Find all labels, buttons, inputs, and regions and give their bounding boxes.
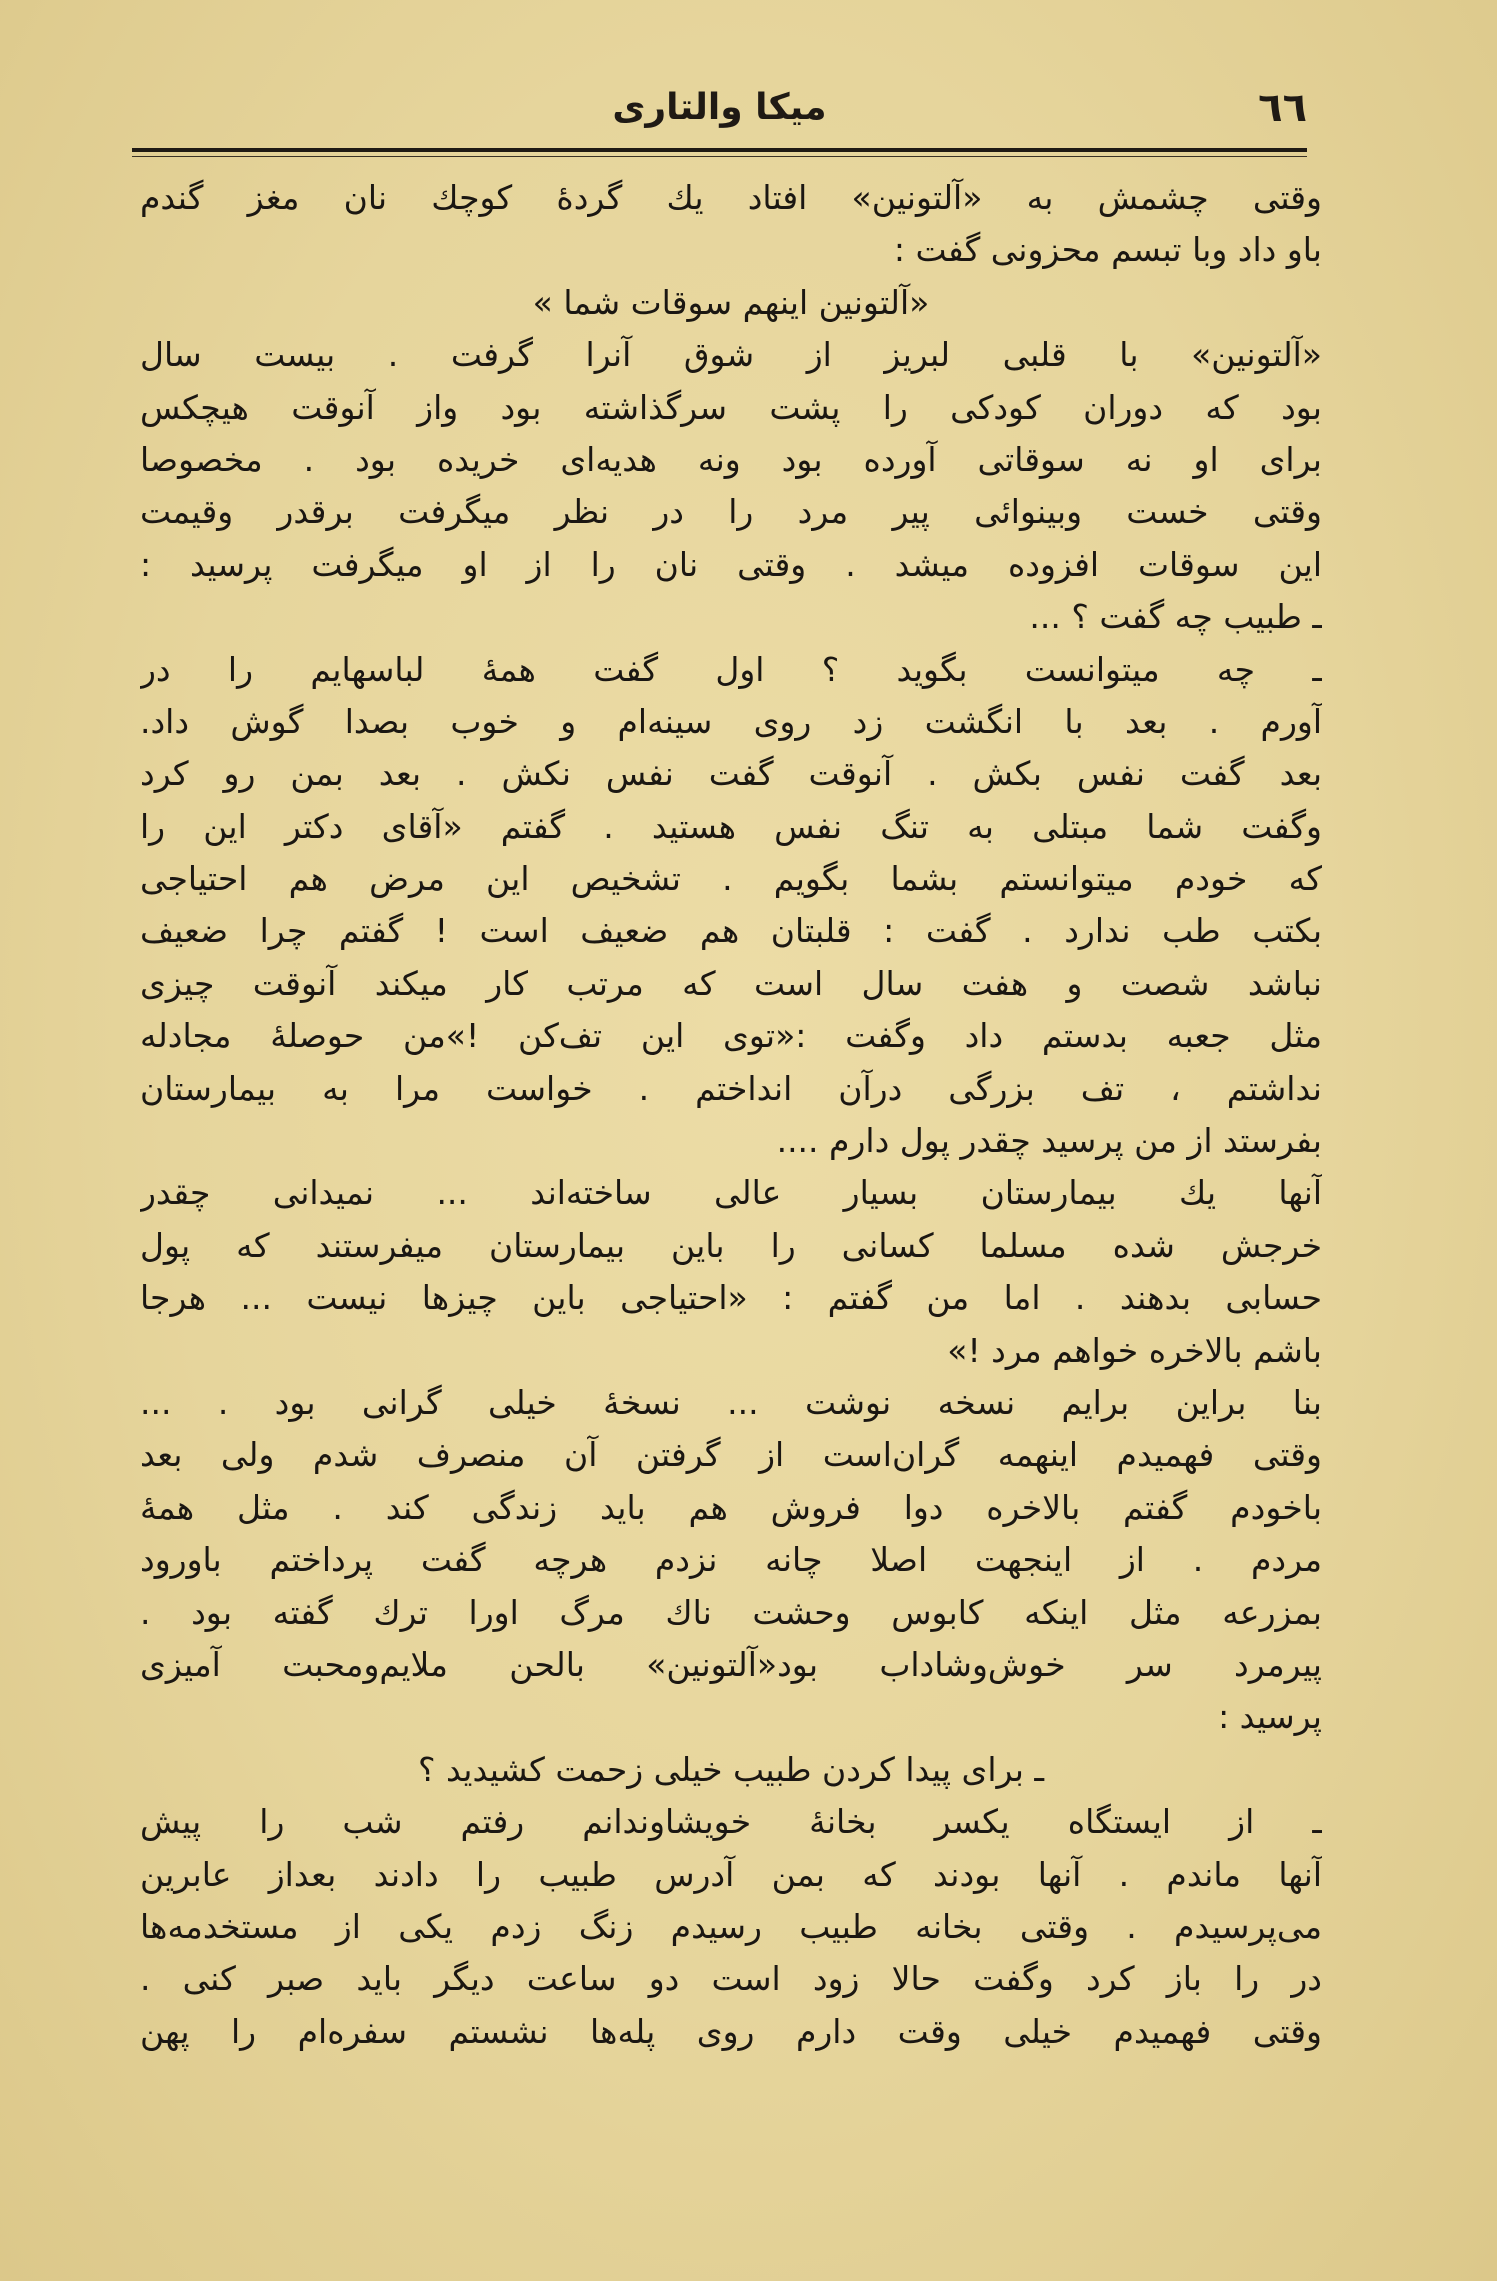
text-line: وگفت شما مبتلی به تنگ نفس هستید . گفتم «آقای دکتر این را [140, 806, 1322, 846]
text-line: بود که دوران کودکی را پشت سرگذاشته بود واز آنوقت هیچکس [140, 387, 1322, 427]
running-title: میکا والتاری [612, 87, 827, 128]
text-line: بنا براین برایم نسخه نوشت ... نسخهٔ خیلی گرانی بود . ... [140, 1382, 1322, 1422]
text-line: بعد گفت نفس بکش . آنوقت گفت نفس نکش . بعد بمن رو کرد [140, 754, 1322, 794]
text-line: باخودم گفتم بالاخره دوا فروش هم باید زندگی کند . مثل همهٔ [140, 1487, 1322, 1527]
text-line: وقتی فهمیدم اینهمه گران‌است از گرفتن آن منصرف شدم ولی بعد [140, 1435, 1322, 1475]
text-line: مردم . از اینجهت اصلا چانه نزدم هرچه گفت پرداختم باورود [140, 1540, 1322, 1580]
text-line: وقتی فهمیدم خیلی وقت دارم روی پله‌ها نشستم سفره‌ام را پهن [140, 2011, 1322, 2051]
text-line: وقتی خست وبینوائی پیر مرد را در نظر میگرفت برقدر وقیمت [140, 492, 1322, 532]
text-line: حسابی بدهند . اما من گفتم : «احتیاجی باین چیزها نیست ... هرجا [140, 1278, 1322, 1318]
text-line: برای او نه سوقاتی آورده بود ونه هدیه‌ای خریده بود . مخصوصا [140, 439, 1322, 479]
text-line: ـ برای پیدا کردن طبیب خیلی زحمت کشیدید ؟ [417, 1749, 1045, 1789]
text-line: پرسید : [1218, 1697, 1322, 1737]
text-line: «آلتونین» با قلبی لبریز از شوق آنرا گرفت . بیست سال [140, 335, 1322, 375]
body-text [140, 172, 1322, 2232]
header-rule-thin [132, 156, 1307, 157]
text-line: آورم . بعد با انگشت زد روی سینه‌ام و خوب بصدا گوش داد. [140, 701, 1322, 741]
text-line: نداشتم ، تف بزرگی درآن انداختم . خواست مرا به بیمارستان [140, 1068, 1322, 1108]
text-line: ـ از ایستگاه یکسر بخانهٔ خویشاوندانم رفتم شب را پیش [140, 1802, 1322, 1842]
text-line: نباشد شصت و هفت سال است که مرتب کار میکند آنوقت چیزی [140, 963, 1322, 1003]
text-line: باشم بالاخره خواهم مرد !» [947, 1330, 1322, 1370]
text-line: بکتب طب ندارد . گفت : قلبتان هم ضعیف است ! گفتم چرا ضعیف [140, 911, 1322, 951]
text-line: بفرستد از من پرسید چقدر پول دارم .... [776, 1121, 1322, 1161]
text-line: مثل جعبه بدستم داد وگفت :«توی این تف‌کن !»من حوصلهٔ مجادله [140, 1016, 1322, 1056]
text-line: ـ طبیب چه گفت ؟ ... [1029, 597, 1322, 637]
text-line: آنها یك بیمارستان بسیار عالی ساخته‌اند ... نمیدانی چقدر [140, 1173, 1322, 1213]
page-header [132, 78, 1307, 138]
text-line: آنها ماندم . آنها بودند که بمن آدرس طبیب را دادند بعداز عابرین [140, 1854, 1322, 1894]
text-line: پیرمرد سر خوش‌وشاداب بود«آلتونین» بالحن ملایم‌ومحبت آمیزی [140, 1644, 1322, 1684]
text-line: می‌پرسیدم . وقتی بخانه طبیب رسیدم زنگ زدم یکی از مستخدمه‌ها [140, 1906, 1322, 1946]
text-line: ـ چه میتوانست بگوید ؟ اول گفت همهٔ لباسهایم را در [140, 649, 1322, 689]
text-line: این سوقات افزوده میشد . وقتی نان را از او میگرفت پرسید : [140, 544, 1322, 584]
page-number: ٦٦ [1258, 85, 1307, 131]
text-line: وقتی چشمش به «آلتونین» افتاد یك گردهٔ کوچك نان مغز گندم [140, 178, 1322, 217]
header-rule [132, 148, 1307, 152]
text-line: که خودم میتوانستم بشما بگویم . تشخیص این مرض هم احتیاجی [140, 859, 1322, 899]
text-line: «آلتونین اینهم سوقات شما » [532, 282, 930, 322]
text-line: خرجش شده مسلما کسانی را باین بیمارستان میفرستند که پول [140, 1225, 1322, 1265]
text-line: باو داد وبا تبسم محزونی گفت : [893, 230, 1322, 270]
text-line: در را باز کرد وگفت حالا زود است دو ساعت دیگر باید صبر کنی . [140, 1959, 1322, 1999]
text-line: بمزرعه مثل اینکه کابوس وحشت ناك مرگ اورا ترك گفته بود . [140, 1592, 1322, 1632]
